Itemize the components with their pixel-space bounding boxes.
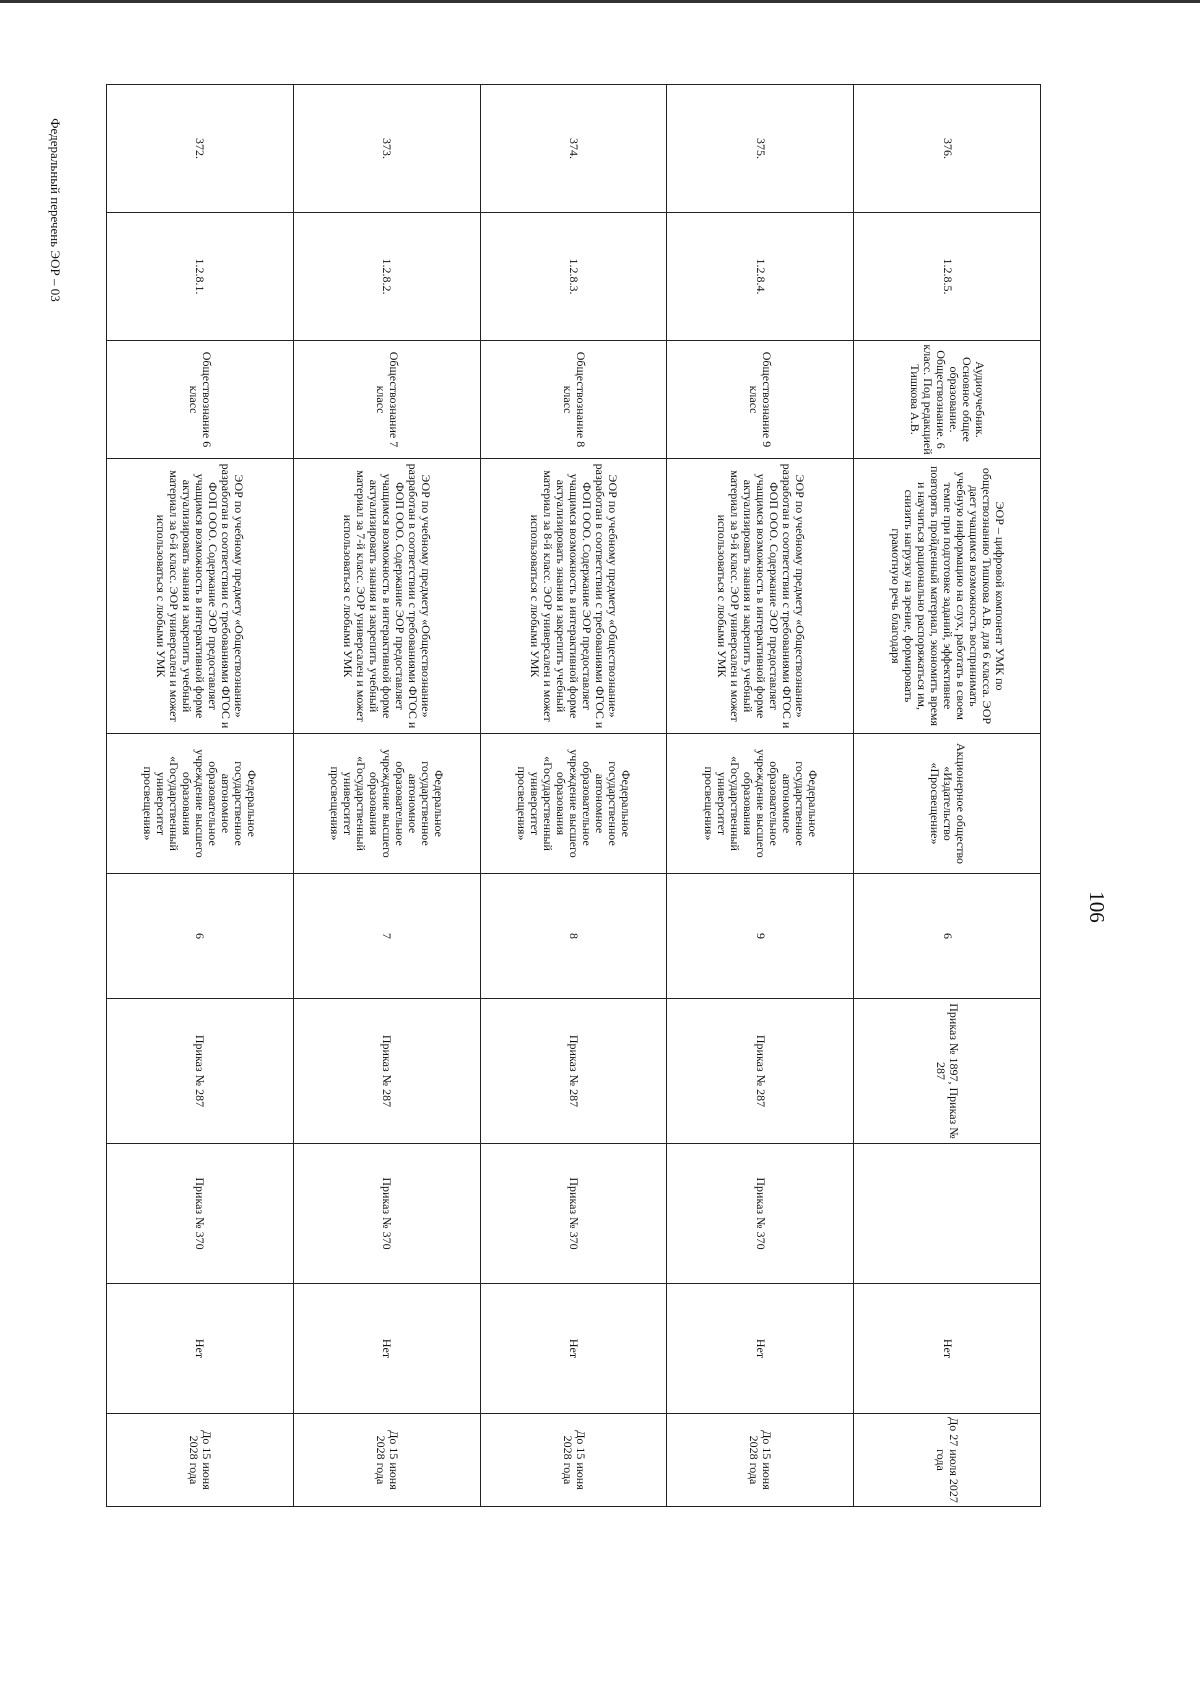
row-code: 1.2.8.3.: [480, 213, 667, 341]
developer: Федеральное государственное автономное образовательное учреждение высшего образования «Государственный университет просвещения»: [107, 734, 294, 874]
grade: 9: [667, 874, 854, 999]
resource-name: Аудиоучебник. Основное общее образование. Обществознание. 6 класс. Под редакцией Тишкова А.В.: [854, 341, 1041, 459]
row-code: 1.2.8.1.: [107, 213, 294, 341]
order-a: Приказ № 287: [480, 999, 667, 1144]
row-code: 1.2.8.5.: [854, 213, 1041, 341]
grade: 8: [480, 874, 667, 999]
row-number: 374.: [480, 85, 667, 213]
resource-name: Обществознание 7 класс: [293, 341, 480, 459]
resource-description: ЭОР по учебному предмету «Обществознание» разработан в соответствии с требованиями ФГОС и ФОП ООО. Содержание ЭОР предоставляет учащимся возможность в интерактивной форме актуализировать знания и закрепить учебный материал за 6-й класс. ЭОР универсален и может использоваться с любыми УМК: [107, 459, 294, 734]
resource-name: Обществознание 9 класс: [667, 341, 854, 459]
valid-until: До 15 июня 2028 года: [107, 1414, 294, 1507]
grade: 6: [107, 874, 294, 999]
table-row: [107, 85, 294, 1507]
order-a: Приказ № 287: [107, 999, 294, 1144]
valid-until: До 15 июня 2028 года: [667, 1414, 854, 1507]
flag: Нет: [854, 1284, 1041, 1414]
grade: 7: [293, 874, 480, 999]
row-code: 1.2.8.4.: [667, 213, 854, 341]
table-row: [293, 85, 480, 1507]
resource-name: Обществознание 8 класс: [480, 341, 667, 459]
row-number: 375.: [667, 85, 854, 213]
top-edge-rule: [0, 0, 1200, 3]
order-b: Приказ № 370: [667, 1144, 854, 1284]
developer: Федеральное государственное автономное образовательное учреждение высшего образования «Государственный университет просвещения»: [293, 734, 480, 874]
developer: Федеральное государственное автономное образовательное учреждение высшего образования «Государственный университет просвещения»: [667, 734, 854, 874]
developer: Акционерное общество «Издательство «Просвещение»: [854, 734, 1041, 874]
row-number: 372.: [107, 85, 294, 213]
resource-description: ЭОР по учебному предмету «Обществознание» разработан в соответствии с требованиями ФГОС и ФОП ООО. Содержание ЭОР предоставляет учащимся возможность в интерактивной форме актуализировать знания и закрепить учебный материал за 9-й класс. ЭОР универсален и может использоваться с любыми УМК: [667, 459, 854, 734]
valid-until: До 15 июня 2028 года: [293, 1414, 480, 1507]
row-number: 373.: [293, 85, 480, 213]
table-row: [480, 85, 667, 1507]
grade: 6: [854, 874, 1041, 999]
page-number: 106: [1085, 891, 1109, 923]
order-a: Приказ № 287: [293, 999, 480, 1144]
table-row: [854, 85, 1041, 1507]
resource-description: ЭОР по учебному предмету «Обществознание» разработан в соответствии с требованиями ФГОС и ФОП ООО. Содержание ЭОР предоставляет учащимся возможность в интерактивной форме актуализировать знания и закрепить учебный материал за 8-й класс. ЭОР универсален и может использоваться с любыми УМК: [480, 459, 667, 734]
order-b: Приказ № 370: [107, 1144, 294, 1284]
order-b: Приказ № 370: [293, 1144, 480, 1284]
registry-table: [106, 84, 1041, 1507]
registry-table-container: [106, 84, 1041, 1503]
valid-until: До 27 июля 2027 года: [854, 1414, 1041, 1507]
order-a: Приказ № 1897, Приказ № 287: [854, 999, 1041, 1144]
valid-until: До 15 июня 2028 года: [480, 1414, 667, 1507]
flag: Нет: [667, 1284, 854, 1414]
resource-description: ЭОР – цифровой компонент УМК по обществознанию Тишкова А.В. для 6 класса. ЭОР дает учащимся возможность воспринимать учебную информацию на слух, работать в своем темпе при подготовке заданий, эффективнее повторять пройденный материал, экономить время и научиться рационально распоряжаться им, снизить нагрузку на зрение, формировать грамотную речь благодаря: [854, 459, 1041, 734]
row-number: 376.: [854, 85, 1041, 213]
flag: Нет: [480, 1284, 667, 1414]
row-code: 1.2.8.2.: [293, 213, 480, 341]
table-row: [667, 85, 854, 1507]
flag: Нет: [293, 1284, 480, 1414]
order-b: [854, 1144, 1041, 1284]
resource-name: Обществознание 6 класс: [107, 341, 294, 459]
footer-note: Федеральный перечень ЭОР – 03: [48, 118, 63, 302]
order-a: Приказ № 287: [667, 999, 854, 1144]
resource-description: ЭОР по учебному предмету «Обществознание» разработан в соответствии с требованиями ФГОС и ФОП ООО. Содержание ЭОР предоставляет учащимся возможность в интерактивной форме актуализировать знания и закрепить учебный материал за 7-й класс. ЭОР универсален и может использоваться с любыми УМК: [293, 459, 480, 734]
flag: Нет: [107, 1284, 294, 1414]
order-b: Приказ № 370: [480, 1144, 667, 1284]
developer: Федеральное государственное автономное образовательное учреждение высшего образования «Государственный университет просвещения»: [480, 734, 667, 874]
